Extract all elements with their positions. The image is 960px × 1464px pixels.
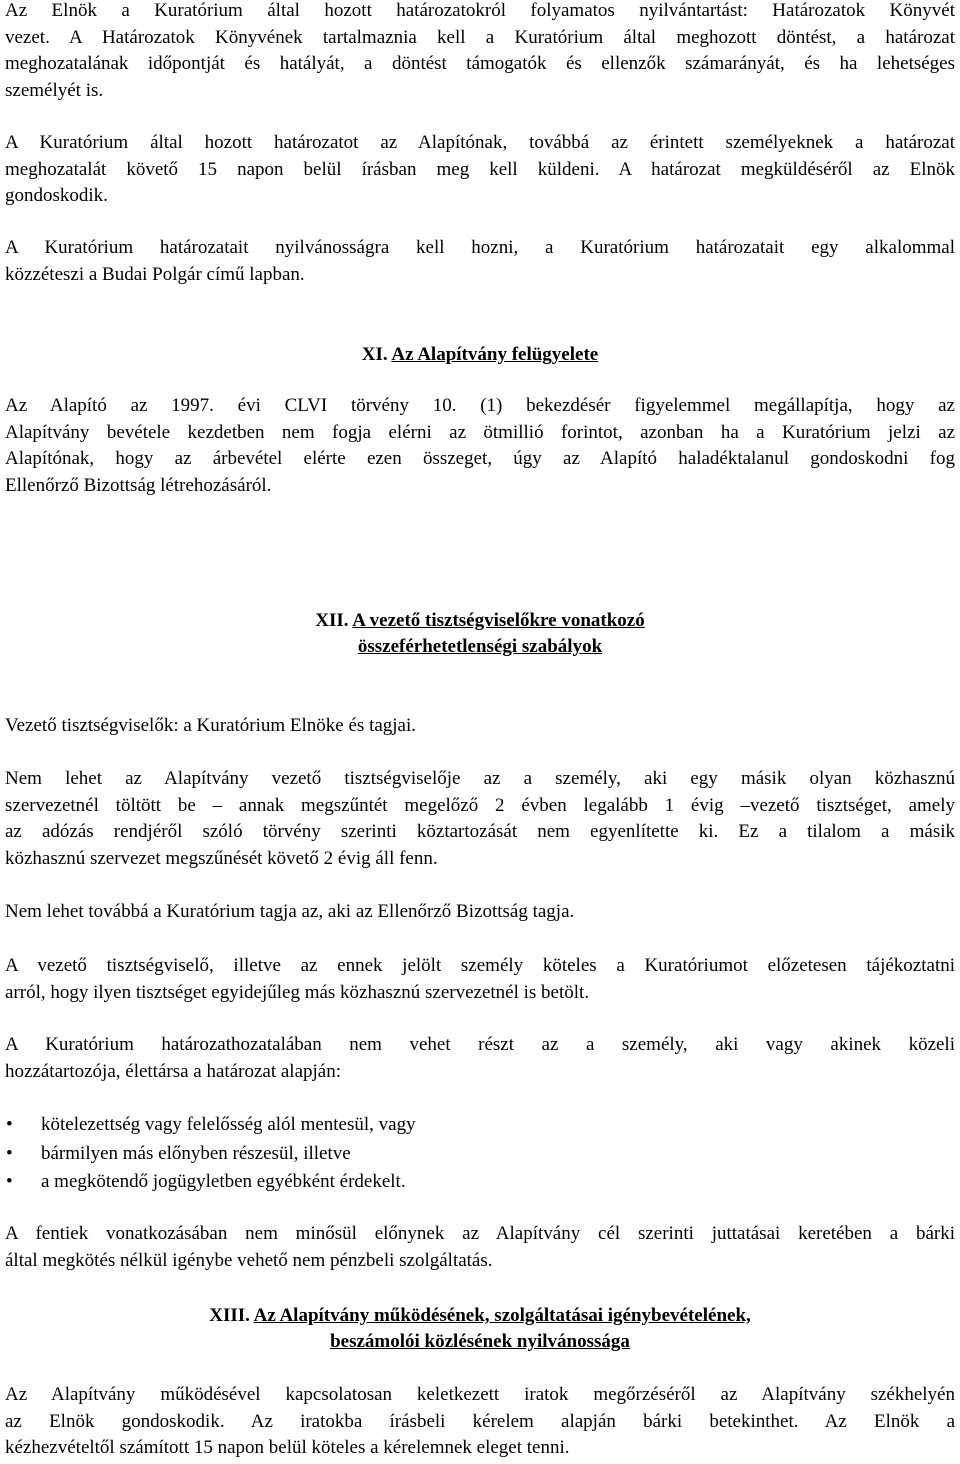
text-line: Az Alapító az 1997. évi CLVI törvény 10. (1) bekezdésér figyelemmel megállapítja, hogy az (5, 395, 955, 416)
list-item-text: kötelezettség vagy felelősség alól mentesül, vagy (41, 1114, 416, 1135)
paragraph-felugyelet (5, 393, 955, 499)
section-number: XII. (315, 610, 349, 631)
paragraph-osszeferhetetlenseg (5, 766, 955, 872)
text-line: Alapítónak, hogy az árbevétel elérte ezen összeget, úgy az Alapító haladéktalanul gondoskodni fog (5, 448, 955, 469)
text-line: közhasznú szervezet megszűnését követő 2 évig áll fenn. (5, 847, 438, 869)
text-line: meghozatalának időpontját és hatályát, a döntést támogatók és ellenzők számarányát, és ha lehetséges (5, 53, 955, 74)
paragraph-nyilvanossag (5, 235, 955, 288)
section-heading-xii (5, 608, 955, 660)
text-line: vezet. A Határozatok Könyvének tartalmaznia kell a Kuratórium által meghozott döntést, a határozat (5, 26, 955, 48)
bullet-list (5, 1111, 955, 1197)
text-line: Az Alapítvány működésével kapcsolatosan keletkezett iratok megőrzéséről az Alapítvány székhelyén (5, 1384, 955, 1405)
text-line: Nem lehet az Alapítvány vezető tisztségviselője az a személy, aki egy másik olyan közhasznú (5, 768, 955, 789)
text-line: közzéteszi a Budai Polgár című lapban. (5, 263, 305, 285)
paragraph-vezeto-tisztsegviselok (5, 713, 955, 740)
text-line: szervezetnél töltött be – annak megszűntét megelőző 2 évben legalább 1 évig –vezető tisztséget, amely (5, 794, 955, 816)
section-number: XI. (361, 344, 388, 365)
bullet-icon: • (6, 1114, 13, 1135)
text-line: az Elnök gondoskodik. Az iratokba írásbeli kérelem alapján bárki betekinthet. Az Elnök a (5, 1410, 955, 1432)
paragraph-hatarozat-megkuldese (5, 130, 955, 210)
text-line: Alapítvány bevétele kezdetben nem fogja elérni az ötmillió forintot, azonban ha a Kuratórium jelzi az (5, 421, 955, 443)
paragraph-tajekoztatas (5, 953, 955, 1006)
bullet-icon: • (6, 1142, 13, 1164)
text-line: kézhezvételtől számított 15 napon belül köteles a kérelemnek eleget tenni. (5, 1437, 570, 1458)
paragraph-iratok-megorzese (5, 1382, 955, 1462)
text-line: A vezető tisztségviselő, illetve az ennek jelölt személy köteles a Kuratóriumot előzetesen tájékoztatni (5, 955, 955, 976)
section-title: Az Alapítvány felügyelete (391, 344, 599, 365)
bullet-icon: • (6, 1171, 13, 1192)
list-item (5, 1140, 955, 1169)
text-line: által megkötés nélkül igénybe vehető nem pénzbeli szolgáltatás. (5, 1249, 493, 1271)
text-line: személyét is. (5, 79, 104, 101)
text-line: Ellenőrző Bizottság létrehozásáról. (5, 474, 272, 496)
text-line: A Kuratórium határozatait nyilvánosságra kell hozni, a Kuratórium határozatait egy alkalommal (5, 237, 955, 258)
text-line: A Kuratórium által hozott határozatot az Alapítónak, továbbá az érintett személyeknek a határozat (5, 132, 955, 153)
text-line: az adózás rendjéről szóló törvény szerinti köztartozását nem egyenlítette ki. Ez a tilalom a másik (5, 821, 955, 842)
text-line: Az Elnök a Kuratórium által hozott határozatokról folyamatos nyilvántartást: Határozatok Könyvét (5, 0, 955, 21)
list-item (5, 1111, 955, 1140)
text-line: arról, hogy ilyen tisztséget egyidejűleg más közhasznú szervezetnél is betölt. (5, 981, 590, 1003)
section-number: XIII. (209, 1305, 250, 1326)
text-line: meghozatalát követő 15 napon belül írásban meg kell küldeni. A határozat megküldéséről az Elnök (5, 158, 955, 180)
paragraph-nem-minosul-elonynek (5, 1221, 955, 1274)
section-heading-xiii (5, 1303, 955, 1355)
list-item-text: a megkötendő jogügyletben egyébként érdekelt. (41, 1171, 406, 1192)
section-title-line2: összeférhetetlenségi szabályok (357, 636, 603, 657)
paragraph-hatarozathozatal (5, 1032, 955, 1085)
paragraph-ellenorzo-bizottsag (5, 899, 955, 926)
text-line: Vezető tisztségviselők: a Kuratórium Elnöke és tagjai. (5, 715, 417, 736)
section-title-line2: beszámolói közlésének nyilvánossága (330, 1331, 630, 1352)
text-line: gondoskodik. (5, 185, 108, 206)
section-title-line1: Az Alapítvány működésének, szolgáltatásai igénybevételének, (253, 1305, 751, 1326)
text-line: hozzátartozója, élettársa a határozat alapján: (5, 1060, 341, 1082)
text-line: Nem lehet továbbá a Kuratórium tagja az, aki az Ellenőrző Bizottság tagja. (5, 901, 575, 922)
list-item-text: bármilyen más előnyben részesül, illetve (41, 1142, 351, 1164)
section-heading-xi (5, 342, 955, 368)
section-title-line1: A vezető tisztségviselőkre vonatkozó (352, 610, 645, 631)
text-line: A fentiek vonatkozásában nem minősül előnynek az Alapítvány cél szerinti juttatásai keretében a bárki (5, 1223, 955, 1244)
list-item (5, 1168, 955, 1197)
paragraph-hatarozatok-konyve (5, 0, 955, 104)
text-line: A Kuratórium határozathozatalában nem vehet részt az a személy, aki vagy akinek közeli (5, 1034, 955, 1055)
